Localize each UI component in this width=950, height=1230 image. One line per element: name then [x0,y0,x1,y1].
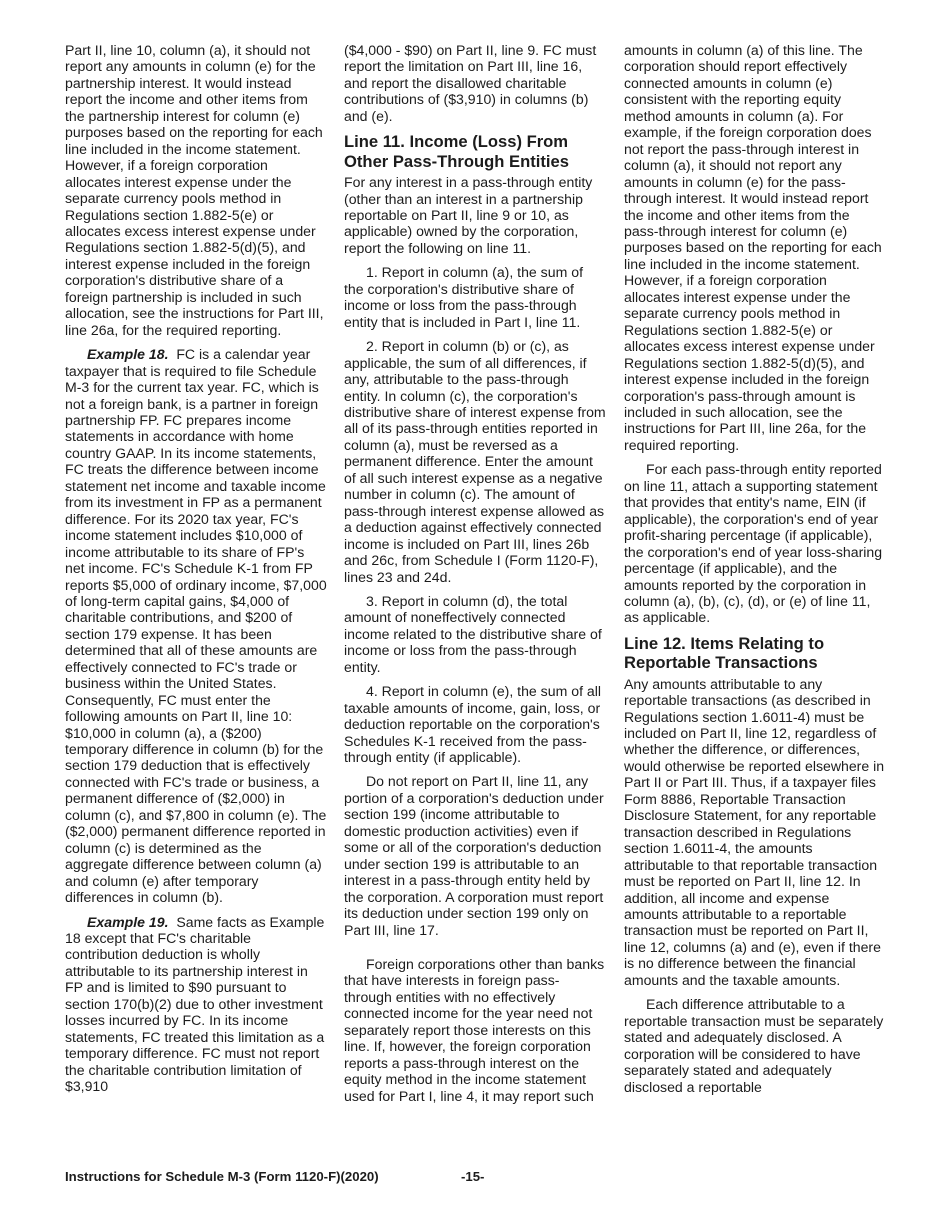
column-3 [624,42,886,1103]
paragraph: amounts in column (a) of this line. The corporation should report effectively connected amounts in column (e) consistent with the reporting equity method amounts in column (a). For example, if the foreign corporation does not report the pass-through interest in column (a), it should not report any amounts in column (e) for the pass-through interest. It would instead report the income and other items from the pass-through interest for column (e) purposes based on the reporting for each line included in the income statement. However, if a foreign corporation allocates interest expense under the separate currency pools method in Regulations section 1.882-5(e) or allocates excess interest expense under Regulations section 1.882-5(d)(5), and interest expense included in the foreign corporation's pass-through amount is included in such allocation, see the instructions for Part III, line 26a, for the required reporting. [624,42,882,453]
heading-line-12: Line 12. Items Relating to Reportable Transactions [624,633,825,673]
paragraph: For any interest in a pass-through entity (other than an interest in a partnership reportable on Part II, line 9 or 10, as applicable) owned by the corporation, report the following on line 11. [344,174,593,256]
list-item-1: 1. Report in column (a), the sum of the corporation's distributive share of income or loss from the pass-through entity that is included in Part I, line 11. [344,264,583,330]
column-2 [344,42,606,1112]
heading-line-11: Line 11. Income (Loss) From Other Pass-Through Entities [344,132,569,171]
paragraph: ($4,000 - $90) on Part II, line 9. FC must report the limitation on Part III, line 16, and report the disallowed charitable contributions of ($3,910) in columns (b) and (e). [344,42,597,124]
example-19 [65,914,327,1095]
paragraph: Part II, line 10, column (a), it should not report any amounts in column (e) for the partnership interest. It would instead report the income and other items from the partnership interest for column (e) purposes based on the reporting for each line included in the income statement. However, if a foreign corporation allocates interest expense under the separate currency pools method in Regulations section 1.882-5(e) or allocates excess interest expense under Regulations section 1.882-5(d)(5), and interest expense included in the foreign corporation's distributive share of a foreign partnership is included in such allocation, see the instructions for Part III, line 26a, for the required reporting. [65,42,324,338]
paragraph: Any amounts attributable to any reportable transactions (as described in Regulations section 1.6011-4) must be included on Part II, line 12, regardless of whether the difference, or differences, would otherwise be reported elsewhere in Part II or Part III. Thus, if a taxpayer files Form 8886, Reportable Transaction Disclosure Statement, for any reportable transaction described in Regulations section 1.6011-4, the amounts attributable to that reportable transaction must be reported on Part II, line 12. In addition, all income and expense amounts attributable to a reportable transaction must be reported on Part II, line 12, columns (a) and (e), even if there is no difference between the financial amounts and the taxable amounts. [624,675,885,988]
example-18 [65,346,327,905]
example-18-label: Example 18. [87,346,169,363]
list-item-3: 3. Report in column (d), the total amount of noneffectively connected income related to the distributive share of income or loss from the pass-through entity. [344,592,602,675]
page-number: -15- [461,1169,485,1184]
paragraph: Foreign corporations other than banks that have interests in foreign pass-through entities with no effectively connected income for the year need not separately report those interests on this line. If, however, the foreign corporation reports a pass-through interest on the equity method in the income statement used for Part I, line 4, it may report such [344,956,605,1104]
paragraph: Do not report on Part II, line 11, any portion of a corporation's deduction under section 199 (income attributable to domestic production activities) even if some or all of the corporation's deduction under section 199 is attributable to an interest in a pass-through entity held by the corporation. A corporation must report its deduction under section 199 only on Part III, line 17. [344,773,604,938]
example-19-label: Example 19. [87,913,169,930]
paragraph: For each pass-through entity reported on line 11, attach a supporting statement that provides that entity's name, EIN (if applicable), the corporation's end of year profit-sharing percentage (if applicable), the corporation's end of year loss-sharing percentage (if applicable), and the amounts reported by the corporation in column (a), (b), (c), (d), or (e) of line 11, as applicable. [624,461,883,626]
example-18-text: FC is a calendar year taxpayer that is required to file Schedule M-3 for the current tax year. FC, which is not a foreign bank, is a partner in foreign partnership FP. FC prepares income statements in accordance with home country GAAP. In its income statements, FC treats the difference between income statement net income and taxable income from its investment in FP as a permanent difference. For its 2020 tax year, FC's income statement includes $10,000 of income attributable to its share of FP's net income. FC's Schedule K-1 from FP reports $5,000 of ordinary income, $7,000 of long-term capital gains, $4,000 of charitable contributions, and $200 of section 179 expense. It has been determined that all of these amounts are effectively connected to FC's trade or business within the United States. Consequently, FC must enter the following amounts on Part II, line 10: $10,000 in column (a), a ($200) temporary difference in column (b) for the section 179 deduction that is effectively connected with FC's trade or business, a permanent difference of ($2,000) in column (c), and $7,800 in column (e). The ($2,000) permanent difference reported in column (c) is determined as the aggregate difference between column (a) and column (e) after temporary differences in column (b). [65,346,327,906]
paragraph: Each difference attributable to a reportable transaction must be separately stated and adequately disclosed. A corporation will be considered to have separately stated and adequately disclosed a reportable [624,996,884,1095]
column-1 [65,42,327,1103]
footer-title: Instructions for Schedule M-3 (Form 1120-F)(2020) [65,1169,379,1184]
list-item-2: 2. Report in column (b) or (c), as applicable, the sum of all differences, if any, attributable to the pass-through entity. In column (c), the corporation's distributive share of interest expense from all of its pass-through entities reported in column (a), must be reversed as a permanent difference. Enter the amount of all such interest expense as a negative number in column (c). The amount of pass-through interest expense allowed as a deduction against effectively connected income is included on Part III, lines 26b and 26c, from Schedule I (Form 1120-F), lines 23 and 24d. [344,338,606,585]
example-19-text: Same facts as Example 18 except that FC's charitable contribution deduction is wholly attributable to its partnership interest in FP and is limited to $90 pursuant to section 170(b)(2) due to other investment losses incurred by FC. In its income statements, FC treated this limitation as a temporary difference. FC must not report the charitable contribution limitation of $3,910 [65,913,325,1095]
list-item-4: 4. Report in column (e), the sum of all taxable amounts of income, gain, loss, or deduction reportable on the corporation's Schedules K-1 received from the pass-through entity (if applicable). [344,683,601,766]
